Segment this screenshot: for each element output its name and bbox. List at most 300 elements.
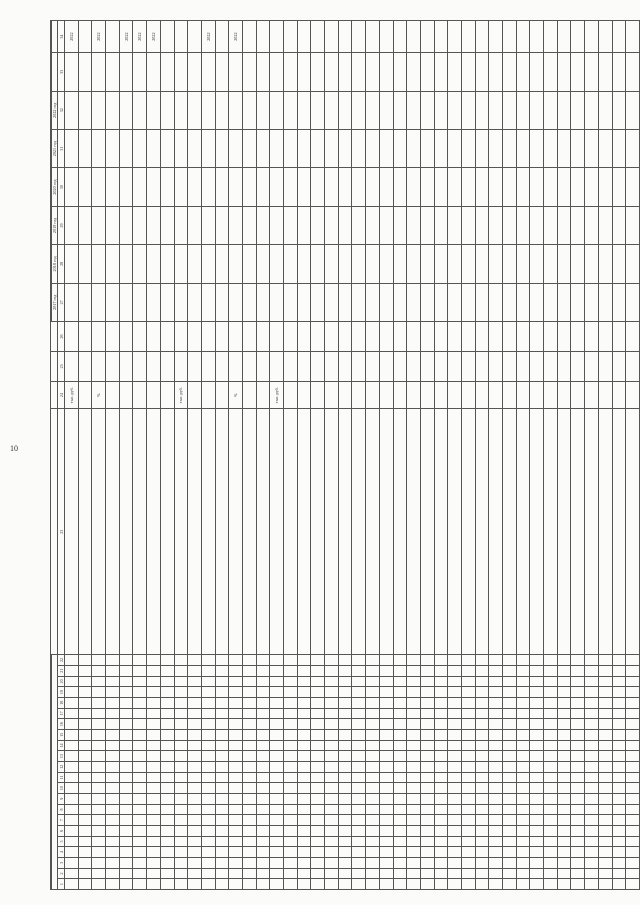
value-cell-v2020 xyxy=(393,168,407,206)
code-cell xyxy=(557,687,571,698)
code-cell xyxy=(133,761,147,772)
code-cell xyxy=(188,665,202,676)
code-cell xyxy=(352,825,366,836)
code-cell xyxy=(420,665,434,676)
code-cell xyxy=(311,783,325,794)
code-cell xyxy=(585,697,599,708)
column-index-cell: 30 xyxy=(58,168,65,206)
code-cell xyxy=(284,815,298,826)
code-cell xyxy=(352,654,366,665)
value-cell-v2020 xyxy=(174,168,188,206)
code-cell xyxy=(92,697,106,708)
unit-cell: тыс. руб. xyxy=(65,381,79,409)
code-cell xyxy=(92,708,106,719)
code-cell xyxy=(311,825,325,836)
code-cell xyxy=(571,761,585,772)
code-cell xyxy=(626,665,640,676)
value-cell-v2021 xyxy=(352,129,366,167)
code-cell xyxy=(188,654,202,665)
code-cell xyxy=(147,676,161,687)
value-cell-year: 2022 xyxy=(147,21,161,53)
code-cell xyxy=(393,825,407,836)
code-cell xyxy=(311,836,325,847)
table-row xyxy=(352,21,366,890)
code-cell xyxy=(270,804,284,815)
table-row xyxy=(297,21,311,890)
code-cell xyxy=(434,783,448,794)
code-cell xyxy=(160,879,174,890)
table-row xyxy=(229,21,243,890)
unit-cell xyxy=(448,381,462,409)
value-cell-v2021 xyxy=(229,129,243,167)
code-cell xyxy=(475,772,489,783)
code-cell xyxy=(626,761,640,772)
value-cell-value xyxy=(571,53,585,91)
code-cell xyxy=(338,815,352,826)
code-cell xyxy=(366,836,380,847)
value-cell-v2020 xyxy=(366,168,380,206)
code-cell xyxy=(420,815,434,826)
code-cell xyxy=(147,729,161,740)
unit-cell xyxy=(557,381,571,409)
column-index-cell: 34 xyxy=(58,21,65,53)
code-cell xyxy=(188,793,202,804)
baseline-cell xyxy=(256,351,270,381)
value-cell-value xyxy=(311,53,325,91)
code-cell xyxy=(284,783,298,794)
code-cell xyxy=(215,804,229,815)
code-cell xyxy=(106,825,120,836)
value-cell-v2021 xyxy=(420,129,434,167)
code-cell xyxy=(557,772,571,783)
value-cell-v2020 xyxy=(544,168,558,206)
value-cell-v2017 xyxy=(420,283,434,321)
code-cell xyxy=(530,868,544,879)
baseline-cell xyxy=(284,351,298,381)
value-cell-value xyxy=(92,53,106,91)
code-cell xyxy=(461,847,475,858)
code-cell xyxy=(516,761,530,772)
code-cell xyxy=(325,815,339,826)
table-row xyxy=(612,21,626,890)
value-cell-v2018 xyxy=(242,245,256,283)
value-cell-v2022 xyxy=(284,91,298,129)
indicator-name-cell xyxy=(544,409,558,654)
code-cell xyxy=(106,815,120,826)
code-cell xyxy=(78,815,92,826)
baseline-cell xyxy=(475,351,489,381)
code-cell xyxy=(598,804,612,815)
value-cell-value xyxy=(407,53,421,91)
value-cell-v2020 xyxy=(92,168,106,206)
code-cell xyxy=(297,740,311,751)
code-cell xyxy=(188,772,202,783)
value-cell-v2019 xyxy=(188,206,202,244)
code-cell xyxy=(270,836,284,847)
code-cell xyxy=(475,676,489,687)
code-cell xyxy=(242,793,256,804)
code-cell xyxy=(106,719,120,730)
code-cell xyxy=(461,783,475,794)
year-2018-header: 2018 год xyxy=(52,245,58,283)
code-cell xyxy=(188,708,202,719)
years-cell xyxy=(92,322,106,352)
value-cell-v2017 xyxy=(489,283,503,321)
code-cell xyxy=(106,708,120,719)
code-cell xyxy=(612,761,626,772)
code-cell xyxy=(78,740,92,751)
code-cell xyxy=(229,665,243,676)
code-cell xyxy=(571,815,585,826)
table-row xyxy=(256,21,270,890)
code-cell xyxy=(174,761,188,772)
code-cell xyxy=(92,783,106,794)
table-row xyxy=(475,21,489,890)
baseline-cell xyxy=(133,351,147,381)
code-cell xyxy=(284,697,298,708)
code-cell xyxy=(65,868,79,879)
code-cell xyxy=(379,836,393,847)
code-cell xyxy=(297,665,311,676)
value-cell-v2019 xyxy=(297,206,311,244)
code-cell xyxy=(242,740,256,751)
value-cell-v2017 xyxy=(598,283,612,321)
column-index-cell: 33 xyxy=(58,53,65,91)
value-cell-year xyxy=(420,21,434,53)
code-cell xyxy=(612,676,626,687)
code-cell xyxy=(407,676,421,687)
code-cell xyxy=(160,665,174,676)
unit-cell xyxy=(201,381,215,409)
indicator-name-cell xyxy=(119,409,133,654)
baseline-cell xyxy=(366,351,380,381)
code-cell xyxy=(215,687,229,698)
code-cell xyxy=(201,761,215,772)
code-cell xyxy=(420,654,434,665)
code-cell xyxy=(119,868,133,879)
code-cell xyxy=(571,879,585,890)
page-number: 10 xyxy=(10,444,18,453)
column-index-cell: 5 xyxy=(58,836,65,847)
years-cell xyxy=(201,322,215,352)
code-cell xyxy=(256,697,270,708)
code-cell xyxy=(284,665,298,676)
unit-cell: тыс. руб. xyxy=(174,381,188,409)
code-cell xyxy=(557,783,571,794)
code-cell xyxy=(420,740,434,751)
code-cell xyxy=(489,772,503,783)
code-cell xyxy=(215,815,229,826)
column-index-cell: 18 xyxy=(58,697,65,708)
code-cell xyxy=(448,868,462,879)
value-cell-year xyxy=(106,21,120,53)
code-cell xyxy=(544,847,558,858)
baseline-cell xyxy=(119,351,133,381)
code-cell xyxy=(475,879,489,890)
table-row xyxy=(530,21,544,890)
code-cell xyxy=(489,793,503,804)
code-cell xyxy=(133,793,147,804)
code-cell xyxy=(133,868,147,879)
code-cell xyxy=(489,740,503,751)
code-cell xyxy=(489,804,503,815)
code-cell xyxy=(503,708,517,719)
code-cell xyxy=(557,815,571,826)
name-column-header xyxy=(51,409,58,654)
value-cell-v2018 xyxy=(78,245,92,283)
code-cell xyxy=(489,654,503,665)
code-cell xyxy=(311,868,325,879)
code-cell xyxy=(338,761,352,772)
code-cell xyxy=(188,687,202,698)
code-cell xyxy=(489,665,503,676)
value-cell-v2017 xyxy=(544,283,558,321)
unit-cell xyxy=(530,381,544,409)
code-cell xyxy=(516,879,530,890)
value-cell-v2018 xyxy=(201,245,215,283)
table-row xyxy=(489,21,503,890)
code-cell xyxy=(119,665,133,676)
baseline-cell xyxy=(65,351,79,381)
code-cell xyxy=(201,857,215,868)
code-cell xyxy=(297,772,311,783)
indicator-name-cell xyxy=(503,409,517,654)
table-row xyxy=(270,21,284,890)
code-cell xyxy=(256,793,270,804)
code-cell xyxy=(557,825,571,836)
value-cell-v2021 xyxy=(160,129,174,167)
value-cell-v2018 xyxy=(270,245,284,283)
code-cell xyxy=(297,751,311,762)
code-cell xyxy=(270,825,284,836)
value-cell-v2019 xyxy=(201,206,215,244)
value-cell-v2017 xyxy=(448,283,462,321)
code-cell xyxy=(92,804,106,815)
table-row xyxy=(461,21,475,890)
code-cell xyxy=(420,825,434,836)
baseline-cell xyxy=(530,351,544,381)
code-cell xyxy=(284,793,298,804)
value-cell-v2018 xyxy=(516,245,530,283)
code-cell xyxy=(338,847,352,858)
code-cell xyxy=(489,751,503,762)
code-cell xyxy=(147,708,161,719)
code-cell xyxy=(160,751,174,762)
code-cell xyxy=(160,793,174,804)
code-cell xyxy=(420,783,434,794)
code-cell xyxy=(106,772,120,783)
code-cell xyxy=(284,804,298,815)
code-cell xyxy=(379,697,393,708)
baseline-cell xyxy=(612,351,626,381)
years-cell xyxy=(475,322,489,352)
years-cell xyxy=(598,322,612,352)
code-cell xyxy=(448,687,462,698)
code-cell xyxy=(160,783,174,794)
value-cell-v2022 xyxy=(571,91,585,129)
code-cell xyxy=(201,783,215,794)
code-cell xyxy=(92,676,106,687)
code-cell xyxy=(229,654,243,665)
code-cell xyxy=(530,761,544,772)
code-cell xyxy=(420,857,434,868)
value-cell-v2017 xyxy=(133,283,147,321)
value-cell-v2022 xyxy=(407,91,421,129)
years-cell xyxy=(284,322,298,352)
baseline-cell xyxy=(297,351,311,381)
column-index-cell: 25 xyxy=(58,351,65,381)
code-cell xyxy=(544,687,558,698)
code-cell xyxy=(598,879,612,890)
code-cell xyxy=(119,761,133,772)
code-cell xyxy=(325,857,339,868)
code-cell xyxy=(201,740,215,751)
unit-cell xyxy=(489,381,503,409)
code-cell xyxy=(242,879,256,890)
code-cell xyxy=(297,836,311,847)
value-cell-v2019 xyxy=(92,206,106,244)
code-cell xyxy=(434,654,448,665)
value-cell-v2017 xyxy=(571,283,585,321)
code-cell xyxy=(352,676,366,687)
code-cell xyxy=(325,804,339,815)
value-cell-value xyxy=(557,53,571,91)
value-cell-v2019 xyxy=(612,206,626,244)
code-cell xyxy=(626,697,640,708)
code-cell xyxy=(407,719,421,730)
column-index-cell: 7 xyxy=(58,815,65,826)
code-cell xyxy=(242,708,256,719)
code-cell xyxy=(393,665,407,676)
value-cell-v2017 xyxy=(188,283,202,321)
baseline-cell xyxy=(174,351,188,381)
table-row xyxy=(201,21,215,890)
value-cell-v2022 xyxy=(475,91,489,129)
years-cell xyxy=(188,322,202,352)
value-cell-v2017 xyxy=(106,283,120,321)
code-cell xyxy=(379,793,393,804)
code-cell xyxy=(612,815,626,826)
unit-cell xyxy=(338,381,352,409)
value-cell-v2018 xyxy=(215,245,229,283)
code-cell xyxy=(256,740,270,751)
code-cell xyxy=(174,687,188,698)
value-cell-v2017 xyxy=(393,283,407,321)
code-cell xyxy=(434,815,448,826)
code-cell xyxy=(503,751,517,762)
code-cell xyxy=(571,729,585,740)
indicator-name-cell xyxy=(448,409,462,654)
value-cell-v2018 xyxy=(503,245,517,283)
value-cell-v2022 xyxy=(311,91,325,129)
code-cell xyxy=(147,772,161,783)
code-cell xyxy=(92,793,106,804)
value-cell-value xyxy=(544,53,558,91)
value-cell-year xyxy=(434,21,448,53)
code-cell xyxy=(325,751,339,762)
value-cell-v2021 xyxy=(242,129,256,167)
code-cell xyxy=(92,772,106,783)
baseline-cell xyxy=(147,351,161,381)
value-cell-value xyxy=(461,53,475,91)
years-cell xyxy=(393,322,407,352)
code-cell xyxy=(571,868,585,879)
code-cell xyxy=(612,654,626,665)
code-cell xyxy=(119,772,133,783)
unit-cell xyxy=(352,381,366,409)
code-cell xyxy=(133,825,147,836)
indicator-name-cell xyxy=(598,409,612,654)
years-cell xyxy=(461,322,475,352)
value-cell-v2018 xyxy=(557,245,571,283)
code-cell xyxy=(612,857,626,868)
value-cell-year xyxy=(338,21,352,53)
code-cell xyxy=(598,868,612,879)
code-cell xyxy=(270,751,284,762)
code-cell xyxy=(78,879,92,890)
code-cell xyxy=(256,761,270,772)
code-cell xyxy=(626,879,640,890)
code-cell xyxy=(475,708,489,719)
value-cell-v2019 xyxy=(585,206,599,244)
code-cell xyxy=(78,687,92,698)
code-cell xyxy=(65,783,79,794)
code-cell xyxy=(65,761,79,772)
code-cell xyxy=(325,761,339,772)
baseline-cell xyxy=(503,351,517,381)
code-cell xyxy=(557,836,571,847)
code-cell xyxy=(270,708,284,719)
indicator-name-cell xyxy=(65,409,79,654)
code-cell xyxy=(448,654,462,665)
code-cell xyxy=(188,868,202,879)
code-cell xyxy=(92,868,106,879)
value-cell-v2020 xyxy=(489,168,503,206)
value-cell-year: 2022 xyxy=(65,21,79,53)
value-cell-v2019 xyxy=(78,206,92,244)
code-cell xyxy=(366,740,380,751)
code-cell xyxy=(557,857,571,868)
value-cell-v2019 xyxy=(106,206,120,244)
code-cell xyxy=(475,868,489,879)
code-cell xyxy=(147,793,161,804)
code-cell xyxy=(215,665,229,676)
value-cell-v2019 xyxy=(325,206,339,244)
value-cell-v2020 xyxy=(297,168,311,206)
code-cell xyxy=(598,772,612,783)
value-cell-v2018 xyxy=(106,245,120,283)
code-cell xyxy=(106,676,120,687)
code-cell xyxy=(201,804,215,815)
code-cell xyxy=(78,804,92,815)
code-cell xyxy=(229,857,243,868)
code-cell xyxy=(242,654,256,665)
value-cell-value xyxy=(325,53,339,91)
code-cell xyxy=(325,665,339,676)
code-cell xyxy=(544,815,558,826)
unit-cell xyxy=(160,381,174,409)
code-cell xyxy=(160,697,174,708)
code-cell xyxy=(585,719,599,730)
code-cell xyxy=(352,815,366,826)
column-index-cell: 3 xyxy=(58,857,65,868)
indicator-name-cell xyxy=(270,409,284,654)
value-cell-v2022 xyxy=(188,91,202,129)
value-cell-v2022 xyxy=(65,91,79,129)
code-cell xyxy=(160,740,174,751)
code-cell xyxy=(530,836,544,847)
code-cell xyxy=(352,751,366,762)
